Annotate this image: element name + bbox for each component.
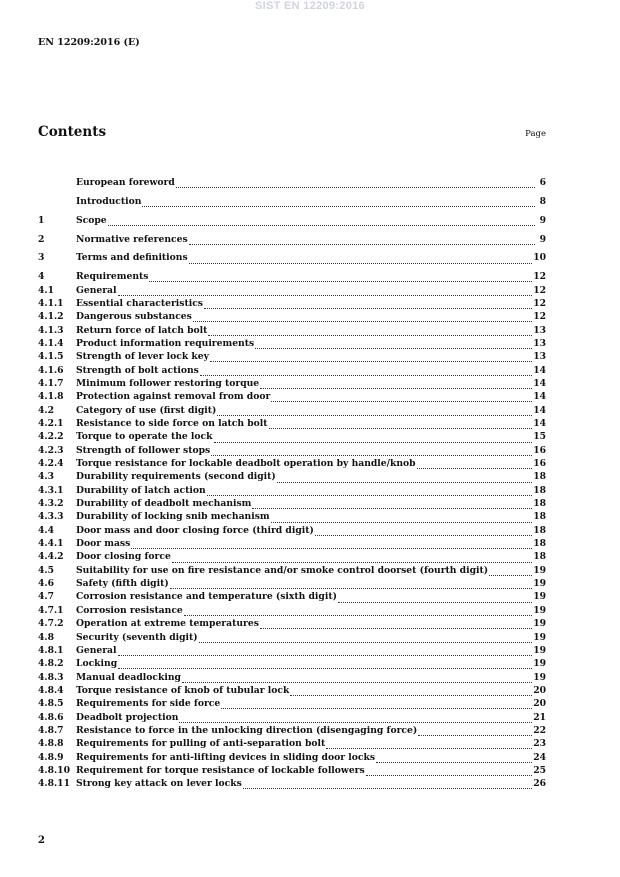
toc-entry-title: Strength of follower stops (76, 444, 211, 456)
toc-leader-dots (255, 340, 532, 349)
toc-entry-title: Resistance to side force on latch bolt (76, 418, 268, 429)
toc-leader-dots (260, 380, 532, 389)
toc-entry-page: 18 (533, 471, 546, 483)
toc-entry-page: 14 (533, 404, 546, 416)
toc-leader-dots (489, 567, 532, 576)
toc-leader-dots (118, 660, 532, 669)
toc-entry[interactable] (38, 577, 546, 590)
toc-entry[interactable] (38, 364, 546, 377)
toc-entry-number: 4.8.4 (38, 684, 64, 696)
toc-leader-dots (189, 255, 533, 264)
toc-entry-title: Requirements for anti-lifting devices in sliding door locks (76, 751, 376, 763)
toc-entry[interactable] (38, 724, 546, 737)
toc-entry-number: 4.2.1 (38, 418, 64, 429)
toc-leader-dots (118, 287, 533, 296)
toc-entry-title: Strength of bolt actions (76, 364, 199, 376)
toc-leader-dots (210, 353, 532, 362)
toc-entry[interactable] (38, 550, 546, 563)
toc-leader-dots (204, 300, 532, 309)
toc-entry-title: Product information requirements (76, 337, 255, 349)
toc-entry[interactable] (38, 350, 546, 363)
toc-entry-page: 19 (533, 644, 546, 656)
toc-entry-number: 4.8.6 (38, 711, 64, 723)
toc-entry-page: 19 (533, 591, 546, 603)
toc-entry-title: Corrosion resistance and temperature (sixth digit) (76, 591, 337, 603)
toc-entry-page: 14 (533, 377, 546, 389)
toc-entry-number: 4.3 (38, 471, 54, 483)
toc-entry-title: European foreword (76, 177, 175, 188)
toc-entry[interactable] (38, 337, 546, 350)
toc-entry-page: 18 (533, 538, 546, 550)
toc-leader-dots (172, 554, 532, 563)
toc-leader-dots (243, 780, 532, 789)
toc-entry-number: 4.4.2 (38, 551, 64, 563)
toc-leader-dots (269, 420, 533, 429)
toc-entry[interactable] (38, 404, 546, 417)
toc-entry-number: 4.8.7 (38, 724, 64, 736)
toc-entry-title: Resistance to force in the unlocking direction (disengaging force) (76, 724, 418, 736)
toc-leader-dots (179, 714, 532, 723)
toc-entry-page: 18 (533, 511, 546, 523)
toc-leader-dots (338, 594, 532, 603)
toc-entry-page: 18 (533, 551, 546, 563)
toc-entry-title: Normative references (76, 233, 188, 245)
toc-entry-title: Durability of deadbolt mechanism (76, 498, 252, 510)
toc-entry-title: Introduction (76, 195, 142, 207)
toc-entry[interactable] (38, 430, 546, 443)
toc-leader-dots (170, 580, 533, 589)
toc-entry[interactable] (38, 497, 546, 510)
toc-entry-number: 4.1.4 (38, 337, 64, 349)
toc-leader-dots (211, 447, 532, 456)
toc-entry-title: Scope (76, 214, 107, 226)
toc-entry-title: Protection against removal from door (76, 391, 271, 403)
toc-entry[interactable] (38, 764, 546, 777)
toc-entry-title: Security (seventh digit) (76, 631, 198, 643)
toc-entry-number: 4.1 (38, 284, 54, 296)
toc-entry-page: 14 (533, 418, 546, 429)
toc-leader-dots (326, 740, 532, 749)
toc-entry[interactable] (38, 671, 546, 684)
toc-entry-page: 13 (533, 351, 546, 363)
page-column-label: Page (525, 129, 546, 139)
toc-entry-page: 23 (533, 738, 546, 750)
toc-entry-number: 4.8.11 (38, 778, 70, 790)
toc-entry-page: 19 (533, 671, 546, 683)
toc-entry-number: 4.7.2 (38, 618, 64, 630)
toc-leader-dots (184, 607, 532, 616)
toc-leader-dots (208, 327, 532, 336)
toc-entry-page: 8 (539, 195, 546, 207)
toc-leader-dots (189, 236, 535, 245)
toc-entry[interactable] (38, 297, 546, 310)
toc-entry[interactable] (38, 564, 546, 577)
toc-entry-number: 4.4 (38, 524, 54, 536)
toc-entry-title: Manual deadlocking (76, 671, 181, 683)
toc-leader-dots (214, 434, 533, 443)
toc-entry[interactable] (38, 711, 546, 724)
toc-entry-title: General (76, 644, 117, 656)
toc-entry[interactable] (38, 390, 546, 403)
toc-entry[interactable] (38, 444, 546, 457)
toc-entry-number: 4.8.1 (38, 644, 64, 656)
toc-entry[interactable] (38, 310, 546, 323)
toc-entry-title: General (76, 284, 117, 296)
toc-entry-title: Torque resistance for lockable deadbolt operation by handle/knob (76, 458, 416, 470)
toc-entry[interactable] (38, 484, 546, 497)
toc-entry[interactable] (38, 644, 546, 657)
toc-entry-number: 4.8.2 (38, 658, 64, 670)
toc-entry[interactable] (38, 590, 546, 603)
toc-entry[interactable] (38, 214, 546, 227)
toc-entry-number: 4.8 (38, 631, 54, 643)
toc-leader-dots (207, 487, 533, 496)
toc-entry-number: 1 (38, 214, 45, 226)
toc-entry[interactable] (38, 270, 546, 283)
toc-entry-page: 9 (539, 214, 546, 226)
toc-entry-page: 18 (533, 484, 546, 496)
toc-entry[interactable] (38, 176, 546, 189)
toc-leader-dots (271, 514, 533, 523)
toc-entry[interactable] (38, 233, 546, 246)
toc-entry-title: Durability of locking snib mechanism (76, 511, 270, 523)
toc-entry-page: 26 (533, 778, 546, 790)
toc-leader-dots (290, 687, 532, 696)
contents-heading: Contents (38, 124, 107, 140)
toc-entry-number: 4.5 (38, 564, 54, 576)
toc-entry[interactable] (38, 524, 546, 537)
toc-entry[interactable] (38, 684, 546, 697)
toc-entry[interactable] (38, 777, 546, 790)
toc-entry-page: 20 (533, 698, 546, 710)
toc-entry-number: 4.8.5 (38, 698, 64, 710)
toc-entry[interactable] (38, 470, 546, 483)
toc-entry-title: Corrosion resistance (76, 604, 183, 616)
toc-entry-page: 9 (539, 233, 546, 245)
toc-entry-page: 13 (533, 324, 546, 336)
toc-entry-title: Requirements for pulling of anti-separation bolt (76, 738, 326, 750)
toc-entry-title: Door mass and door closing force (third digit) (76, 524, 314, 536)
toc-entry-number: 4 (38, 271, 45, 283)
toc-leader-dots (142, 198, 535, 207)
toc-leader-dots (260, 620, 532, 629)
toc-entry-page: 19 (533, 618, 546, 630)
toc-entry-number: 4.1.1 (38, 297, 64, 309)
toc-entry-number: 4.3.3 (38, 511, 64, 523)
toc-entry-title: Minimum follower restoring torque (76, 377, 260, 389)
toc-entry[interactable] (38, 751, 546, 764)
toc-entry-number: 4.1.2 (38, 311, 64, 323)
toc-entry-number: 4.2 (38, 404, 54, 416)
toc-entry-number: 4.1.7 (38, 377, 64, 389)
toc-entry-number: 4.1.6 (38, 364, 64, 376)
toc-entry-number: 2 (38, 233, 45, 245)
toc-entry-page: 14 (533, 391, 546, 403)
toc-leader-dots (252, 500, 532, 509)
toc-entry-page: 18 (533, 498, 546, 510)
toc-entry-title: Locking (76, 658, 118, 670)
toc-entry-page: 19 (533, 658, 546, 670)
toc-leader-dots (176, 179, 535, 188)
toc-entry[interactable] (38, 377, 546, 390)
toc-entry-title: Door mass (76, 538, 131, 550)
toc-leader-dots (149, 273, 532, 282)
toc-entry[interactable] (38, 510, 546, 523)
toc-entry-number: 4.2.3 (38, 444, 64, 456)
toc-entry-number: 4.7 (38, 591, 54, 603)
toc-leader-dots (271, 393, 532, 402)
toc-entry[interactable] (38, 417, 546, 430)
toc-entry-title: Requirement for torque resistance of lockable followers (76, 764, 365, 776)
toc-entry-page: 20 (533, 684, 546, 696)
toc-leader-dots (193, 313, 532, 322)
toc-entry-title: Terms and definitions (76, 252, 188, 264)
toc-leader-dots (217, 407, 532, 416)
toc-leader-dots (366, 767, 533, 776)
toc-entry-number: 4.1.3 (38, 324, 64, 336)
toc-entry-number: 4.6 (38, 578, 54, 590)
toc-entry-page: 25 (533, 764, 546, 776)
toc-leader-dots (418, 727, 532, 736)
toc-entry[interactable] (38, 604, 546, 617)
toc-entry-number: 4.1.8 (38, 391, 64, 403)
toc-entry-title: Requirements (76, 271, 149, 283)
toc-entry-page: 13 (533, 337, 546, 349)
toc-entry[interactable] (38, 537, 546, 550)
toc-leader-dots (199, 634, 533, 643)
toc-leader-dots (131, 540, 532, 549)
toc-entry-title: Torque to operate the lock (76, 431, 213, 443)
toc-entry-title: Deadbolt projection (76, 711, 179, 723)
toc-entry-page: 21 (533, 711, 546, 723)
toc-entry-title: Return force of latch bolt (76, 324, 208, 336)
toc-entry-page: 12 (533, 297, 546, 309)
toc-entry-title: Strength of lever lock key (76, 351, 209, 363)
toc-entry-page: 18 (533, 524, 546, 536)
toc-entry[interactable] (38, 631, 546, 644)
toc-entry-page: 10 (533, 252, 546, 264)
table-of-contents (38, 176, 546, 791)
toc-entry-page: 15 (533, 431, 546, 443)
toc-entry-number: 3 (38, 252, 45, 264)
toc-entry-page: 16 (533, 458, 546, 470)
toc-entry-page: 14 (533, 364, 546, 376)
toc-leader-dots (315, 527, 532, 536)
toc-entry-page: 6 (539, 177, 546, 188)
toc-entry-page: 12 (533, 284, 546, 296)
toc-leader-dots (182, 674, 532, 683)
toc-entry[interactable] (38, 617, 546, 630)
toc-entry-title: Strong key attack on lever locks (76, 778, 242, 790)
toc-entry-number: 4.4.1 (38, 538, 64, 550)
toc-leader-dots (417, 460, 533, 469)
toc-entry-page: 24 (533, 751, 546, 763)
toc-entry-number: 4.3.2 (38, 498, 64, 510)
toc-leader-dots (376, 754, 532, 763)
toc-leader-dots (277, 474, 532, 483)
page-number: 2 (38, 835, 45, 846)
toc-entry-title: Suitability for use on fire resistance and/or smoke control doorset (fourth digit) (76, 564, 489, 576)
toc-entry-number: 4.7.1 (38, 604, 64, 616)
toc-entry-title: Operation at extreme temperatures (76, 618, 259, 630)
toc-entry-number: 4.2.4 (38, 458, 64, 470)
toc-entry-title: Durability of latch action (76, 484, 206, 496)
toc-entry[interactable] (38, 284, 546, 297)
toc-entry-title: Category of use (first digit) (76, 404, 217, 416)
toc-entry-title: Durability requirements (second digit) (76, 471, 276, 483)
toc-entry[interactable] (38, 697, 546, 710)
toc-entry-title: Requirements for side force (76, 698, 221, 710)
toc-entry-title: Torque resistance of knob of tubular lock (76, 684, 290, 696)
toc-entry-number: 4.1.5 (38, 351, 64, 363)
toc-entry-title: Safety (fifth digit) (76, 578, 169, 590)
toc-entry-page: 19 (533, 604, 546, 616)
toc-entry-page: 16 (533, 444, 546, 456)
watermark-text: SIST EN 12209:2016 (255, 0, 365, 12)
toc-entry-page: 12 (533, 271, 546, 283)
toc-entry[interactable] (38, 657, 546, 670)
toc-entry-page: 22 (533, 724, 546, 736)
toc-entry[interactable] (38, 457, 546, 470)
document-id: EN 12209:2016 (E) (38, 37, 140, 48)
toc-entry-number: 4.3.1 (38, 484, 64, 496)
toc-entry-number: 4.8.3 (38, 671, 64, 683)
toc-entry-page: 19 (533, 631, 546, 643)
toc-entry[interactable] (38, 195, 546, 208)
toc-entry-page: 19 (533, 564, 546, 576)
toc-entry-title: Dangerous substances (76, 311, 192, 323)
toc-entry-number: 4.8.9 (38, 751, 64, 763)
toc-entry-page: 12 (533, 311, 546, 323)
toc-entry-number: 4.8.8 (38, 738, 64, 750)
toc-entry[interactable] (38, 251, 546, 264)
toc-entry-title: Essential characteristics (76, 297, 203, 309)
toc-leader-dots (221, 700, 532, 709)
toc-entry-number: 4.8.10 (38, 764, 70, 776)
toc-entry-number: 4.2.2 (38, 431, 64, 443)
toc-entry-title: Door closing force (76, 551, 171, 563)
toc-entry[interactable] (38, 324, 546, 337)
toc-entry[interactable] (38, 737, 546, 750)
toc-leader-dots (118, 647, 533, 656)
toc-leader-dots (108, 217, 535, 226)
toc-entry-page: 19 (533, 578, 546, 590)
toc-leader-dots (200, 367, 532, 376)
